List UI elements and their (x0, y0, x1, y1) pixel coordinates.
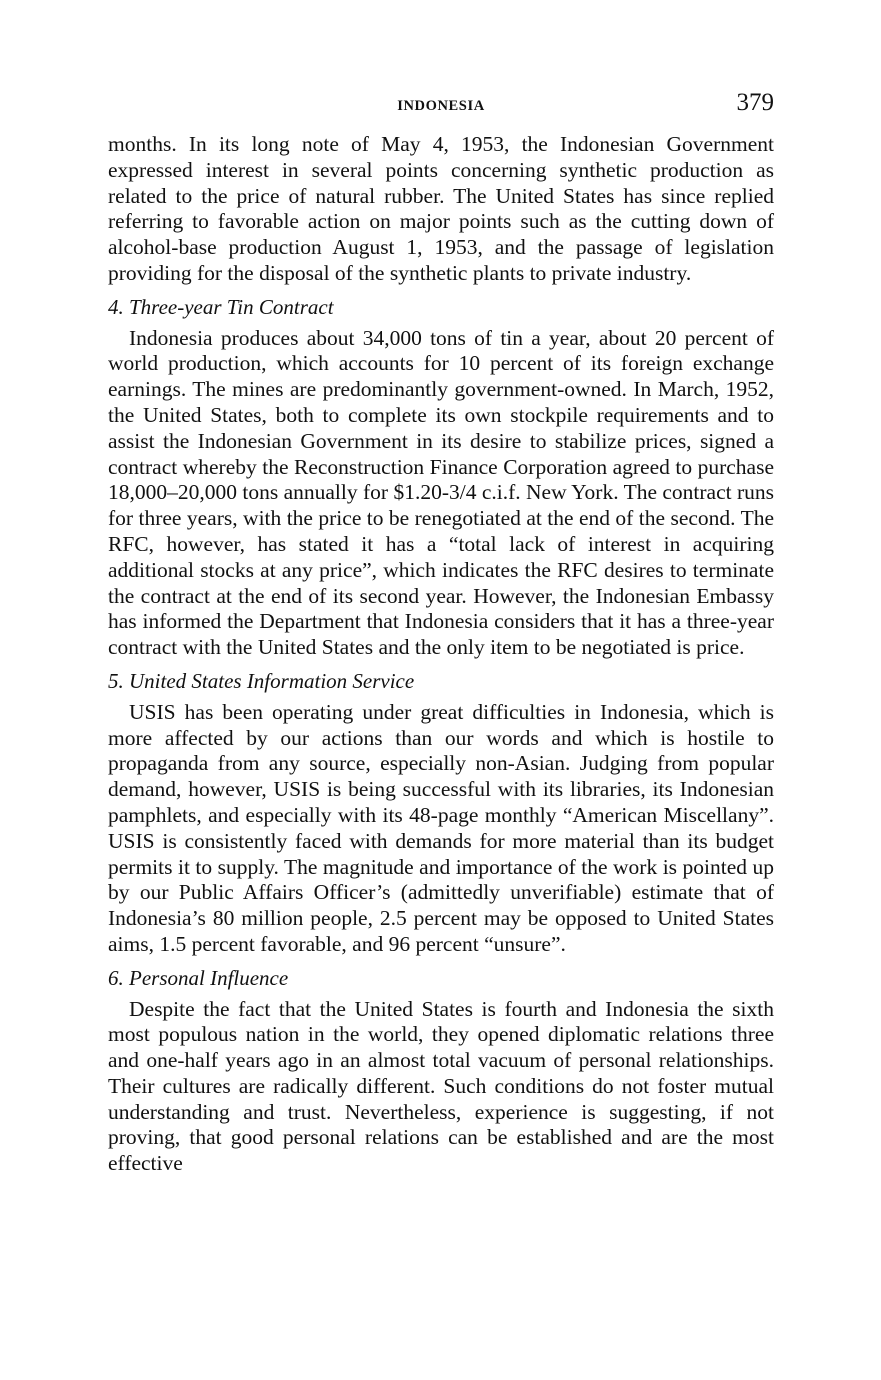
section-text-usis: USIS has been operating under great difficulties in Indonesia, which is more affected by our actions than our words and which is hostile to propaganda from any source, especially non-Asian. Judging from popular demand, however, USIS is being successful with its libraries, its Indonesian pamphlets, and especially with its 48-page monthly “American Miscellany”. USIS is consistently faced with demands for more material than its budget permits it to supply. The magnitude and importance of the work is pointed up by our Public Affairs Officer’s (admittedly unverifiable) estimate that of Indonesia’s 80 million people, 2.5 percent may be opposed to United States aims, 1.5 percent favorable, and 96 percent “unsure”. (108, 699, 774, 956)
section-heading-usis: 5. United States Information Service (108, 668, 415, 693)
running-head (108, 88, 774, 124)
section-text-tin-contract: Indonesia produces about 34,000 tons of tin a year, about 20 percent of world production, which accounts for 10 percent of its foreign exchange earnings. The mines are predominantly government-owned. In March, 1952, the United States, both to complete its own stockpile requirements and to assist the Indonesian Government in its desire to stabilize prices, signed a contract whereby the Reconstruction Finance Corporation agreed to purchase 18,000–20,000 tons annually for $1.20-3/4 c.i.f. New York. The contract runs for three years, with the price to be renegotiated at the end of the second. The RFC, however, has stated it has a “total lack of interest in acquiring additional stocks at any price”, which indicates the RFC desires to terminate the contract at the end of its second year. However, the Indonesian Embassy has informed the Department that Indonesia considers that it has a three-year contract with the United States and the only item to be negotiated is price. (108, 325, 775, 660)
running-title: INDONESIA (397, 98, 485, 114)
page-number: 379 (736, 89, 774, 116)
opening-paragraph: months. In its long note of May 4, 1953, the Indonesian Government expressed interest in several points concerning synthetic production as related to the price of natural rubber. The United States has since replied referring to favorable action on major points such as the cutting down of alcohol-base production August 1, 1953, and the passage of legislation providing for the disposal of the synthetic plants to private industry. (108, 132, 774, 285)
document-page (108, 88, 774, 1177)
section-heading-personal-influence: 6. Personal Influence (108, 965, 289, 990)
section-text-personal-influence: Despite the fact that the United States is fourth and Indonesia the sixth most populous nation in the world, they opened diplomatic relations three and one-half years ago in an almost total vacuum of personal relationships. Their cultures are radically different. Such conditions do not foster mutual understanding and trust. Nevertheless, experience is suggesting, if not proving, that good personal relations can be established and are the most effective (108, 996, 774, 1176)
section-heading-tin-contract: 4. Three-year Tin Contract (108, 294, 334, 319)
